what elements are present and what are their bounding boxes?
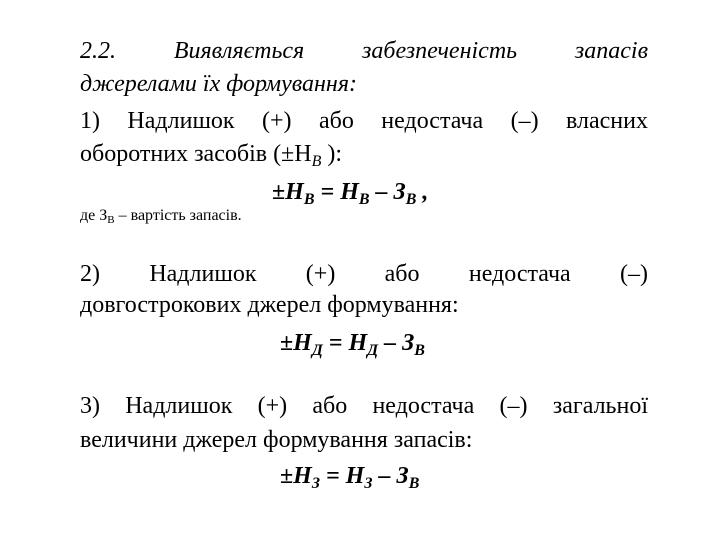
formula-sub: В [405, 191, 417, 208]
formula-sub: Д [367, 342, 379, 359]
item1-line-1: 1) Надлишок (+) або недостача (–) власних [80, 108, 648, 134]
item1-line2-prefix: оборотних засобів (±Н [80, 141, 312, 167]
item3-formula [280, 461, 419, 499]
formula-part: ±Н [280, 463, 312, 489]
formula-part: ±Н [272, 179, 304, 205]
item2-line-1: 2) Надлишок (+) або недостача (–) [80, 261, 648, 287]
formula-part: = Н [319, 463, 365, 489]
formula-part: = Н [322, 330, 368, 356]
heading-line-1: 2.2. Виявляється забезпеченість запасів [80, 38, 648, 64]
item1-line2-sub: В [311, 153, 322, 170]
formula-sub: В [358, 191, 370, 208]
note-prefix: де З [80, 207, 108, 224]
item2-line-2: довгострокових джерел формування: [80, 292, 459, 318]
item3-line-1: 3) Надлишок (+) або недостача (–) загальної [80, 393, 648, 419]
heading-line-2: джерелами їх формування: [80, 71, 357, 97]
formula-part: , [416, 179, 429, 205]
item1-formula [272, 177, 428, 215]
formula-part: – З [378, 330, 415, 356]
formula-sub: З [311, 475, 320, 492]
formula-part: = Н [314, 179, 359, 205]
formula-part: ±Н [280, 330, 312, 356]
formula-part: – З [372, 463, 409, 489]
item1-line2-suffix: ): [321, 141, 343, 167]
note-sub: В [107, 214, 115, 226]
formula-sub: В [408, 475, 420, 492]
item2-formula [280, 328, 425, 366]
formula-sub: Д [311, 342, 323, 359]
item1-line-2 [80, 139, 648, 177]
formula-sub: В [414, 342, 425, 359]
note-suffix: – вартість запасів. [114, 207, 242, 224]
formula-sub: З [364, 475, 373, 492]
formula-part: – З [369, 179, 406, 205]
formula-sub: В [303, 191, 315, 208]
item3-line-2: величини джерел формування запасів: [80, 427, 473, 453]
item1-note [80, 206, 242, 230]
